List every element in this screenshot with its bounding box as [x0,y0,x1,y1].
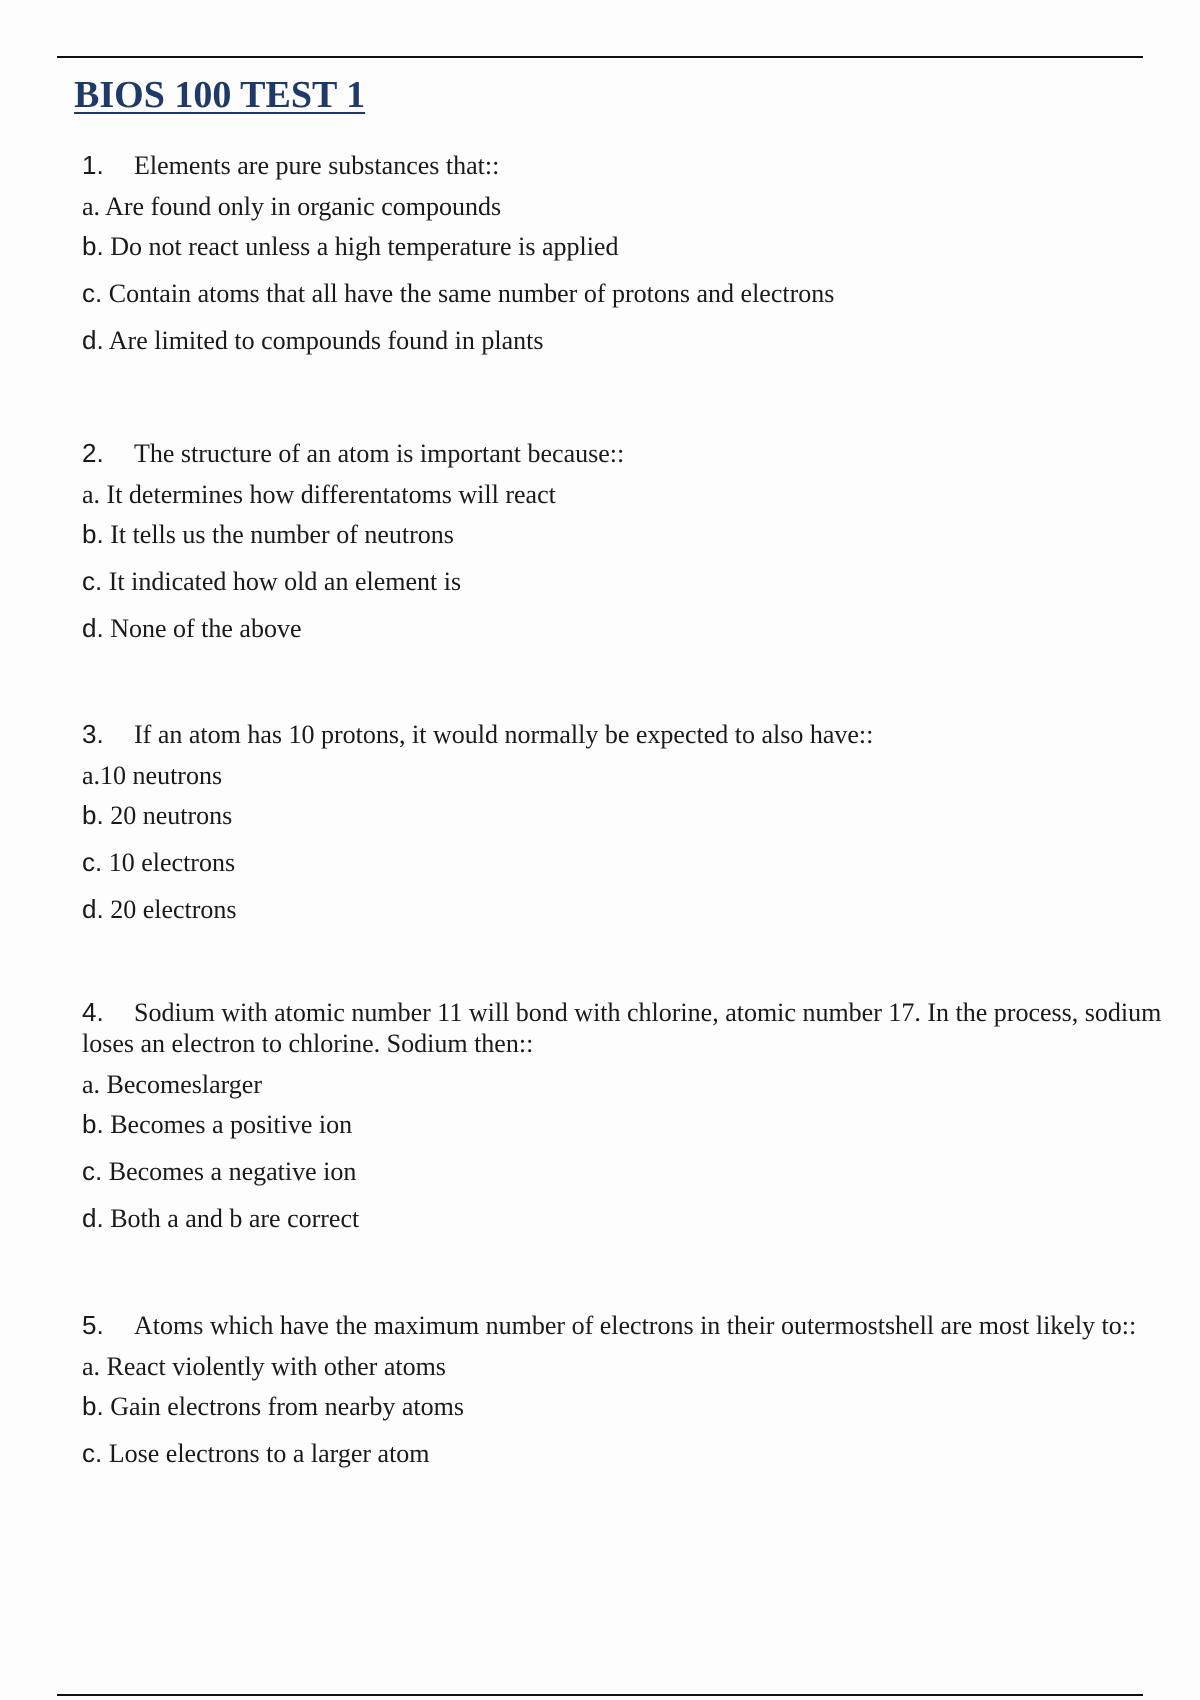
option-text: Are found only in organic compounds [105,192,502,221]
answer-option-c [82,566,1162,613]
option-text: React violently with other atoms [106,1352,446,1381]
answer-option-c [82,1438,1162,1485]
option-text: Lose electrons to a larger atom [108,1439,430,1468]
question-stem [82,997,1162,1059]
option-letter: c. [82,566,103,596]
question-number: 5. [82,1310,104,1340]
answer-option-c [82,278,1162,325]
option-letter: c. [82,278,103,308]
question-number: 1. [82,150,104,180]
question-4 [82,997,1162,1250]
question-stem [82,150,1162,181]
question-stem [82,1310,1162,1341]
option-letter: c. [82,1156,103,1186]
answer-option-a [82,191,1162,231]
answer-option-a [82,760,1162,800]
question-number: 3. [82,719,104,749]
question-number: 2. [82,438,104,468]
option-letter: d. [82,613,104,643]
option-letter: d. [82,325,104,355]
option-text: Both a and b are correct [110,1204,360,1233]
option-letter: b. [82,1391,104,1421]
page-title: BIOS 100 TEST 1 [74,74,366,116]
question-text: The structure of an atom is important because:: [134,439,625,468]
option-letter: a. [82,761,101,790]
question-5 [82,1310,1162,1485]
answer-option-a [82,1069,1162,1109]
option-letter: a. [82,480,101,509]
question-text: Elements are pure substances that:: [134,151,500,180]
option-text: Becomes a negative ion [108,1157,357,1186]
option-text: 10 electrons [108,848,236,877]
answer-option-a [82,1351,1162,1391]
option-text: 10 neutrons [100,761,223,790]
question-number: 4. [82,997,104,1027]
option-text: It indicated how old an element is [108,567,462,596]
option-text: Are limited to compounds found in plants [108,326,544,355]
question-text: Sodium with atomic number 11 will bond with chlorine, atomic number 17. In the process, sodium loses an electron to chlorine. Sodium then:: [82,998,1162,1058]
question-stem [82,438,1162,469]
option-letter: b. [82,231,104,261]
option-text: Becomeslarger [106,1070,263,1099]
option-text: 20 electrons [110,895,237,924]
option-text: It tells us the number of neutrons [110,520,454,549]
question-text: Atoms which have the maximum number of electrons in their outermostshell are most likely to:: [134,1311,1137,1340]
option-text: It determines how differentatoms will react [106,480,556,509]
option-letter: c. [82,847,103,877]
answer-option-b [82,800,1162,847]
answer-option-b [82,519,1162,566]
option-text: Becomes a positive ion [110,1110,353,1139]
option-letter: c. [82,1438,103,1468]
answer-option-b [82,1109,1162,1156]
option-letter: b. [82,519,104,549]
top-divider [57,56,1143,58]
answer-option-c [82,847,1162,894]
option-text: None of the above [110,614,302,643]
question-1 [82,150,1162,372]
option-letter: a. [82,192,101,221]
option-letter: d. [82,894,104,924]
answer-option-a [82,479,1162,519]
option-letter: a. [82,1352,101,1381]
answer-option-d [82,325,1162,372]
question-2 [82,438,1162,660]
question-3 [82,719,1162,941]
option-letter: b. [82,1109,104,1139]
option-text: Contain atoms that all have the same number of protons and electrons [108,279,835,308]
answer-option-d [82,613,1162,660]
answer-option-b [82,231,1162,278]
answer-option-d [82,1203,1162,1250]
answer-option-c [82,1156,1162,1203]
option-text: Do not react unless a high temperature is applied [110,232,619,261]
bottom-divider [57,1694,1143,1696]
question-text: If an atom has 10 protons, it would normally be expected to also have:: [134,720,874,749]
option-text: Gain electrons from nearby atoms [110,1392,464,1421]
option-letter: d. [82,1203,104,1233]
option-letter: a. [82,1070,101,1099]
answer-option-d [82,894,1162,941]
option-letter: b. [82,800,104,830]
option-text: 20 neutrons [110,801,233,830]
answer-option-b [82,1391,1162,1438]
question-stem [82,719,1162,750]
